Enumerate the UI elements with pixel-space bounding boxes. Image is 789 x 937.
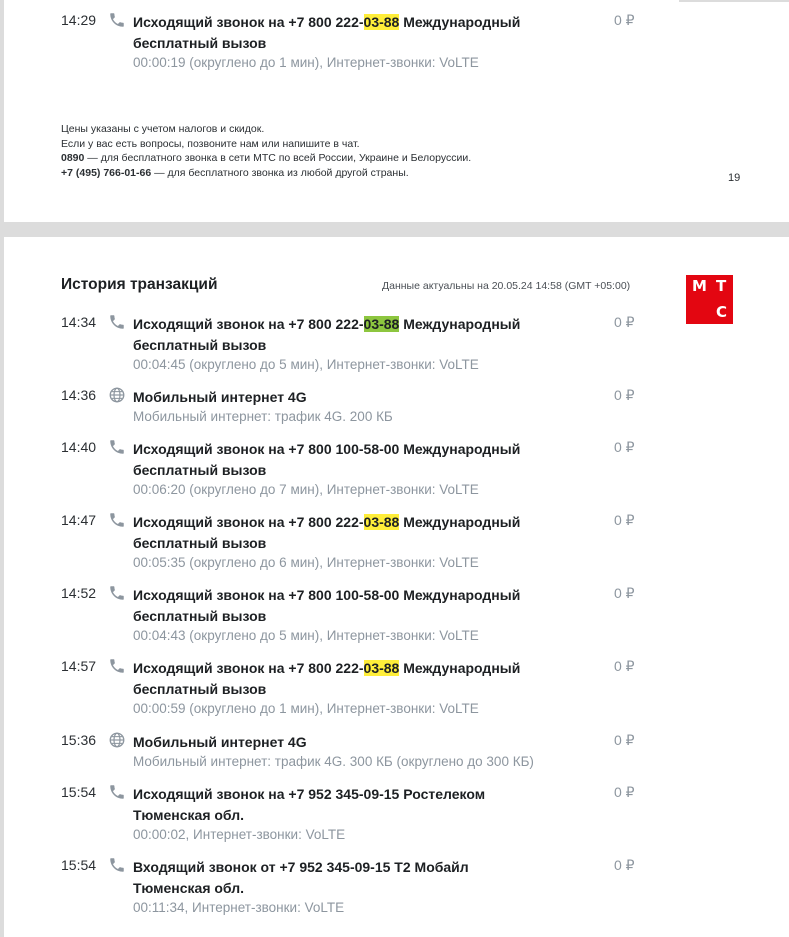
- logo-letter: Т: [716, 277, 727, 295]
- mts-logo: [686, 275, 733, 324]
- globe-icon: [108, 731, 126, 749]
- transaction-title: Исходящий звонок на +7 800 100-58-00 Международный бесплатный вызов: [133, 587, 521, 624]
- transaction-time: 14:47: [61, 512, 97, 528]
- transaction-detail: Мобильный интернет: трафик 4G. 300 КБ (округлено до 300 КБ): [133, 754, 534, 769]
- transaction-detail: 00:00:02, Интернет-звонки: VoLTE: [133, 827, 346, 842]
- transaction-amount: 0 ₽: [614, 314, 635, 330]
- phone-icon: [108, 511, 126, 529]
- transaction-title: Исходящий звонок на +7 800 222-03-88 Международный бесплатный вызов: [133, 316, 521, 353]
- note-phone-intl: +7 (495) 766-01-66 — для бесплатного звонка из любой другой страны.: [61, 166, 409, 179]
- page-tab-edge: [679, 0, 789, 2]
- note-questions: Если у вас есть вопросы, позвоните нам или напишите в чат.: [61, 137, 360, 150]
- transaction-time: 14:29: [61, 12, 97, 28]
- transaction-title: Исходящий звонок на +7 952 345-09-15 Ростелеком Тюменская обл.: [133, 786, 486, 823]
- globe-icon: [108, 386, 126, 404]
- statement-page-19: [4, 0, 789, 222]
- phone-icon: [108, 584, 126, 602]
- transaction-time: 15:36: [61, 732, 97, 748]
- transaction-time: 14:36: [61, 387, 97, 403]
- transaction-amount: 0 ₽: [614, 857, 635, 873]
- transaction-amount: 0 ₽: [614, 439, 635, 455]
- statement-page-20: [4, 237, 789, 937]
- phone-icon: [108, 783, 126, 801]
- phone-full[interactable]: +7 (495) 766-01-66: [61, 166, 152, 179]
- phone-short[interactable]: 0890: [61, 152, 85, 165]
- transaction-amount: 0 ₽: [614, 387, 635, 403]
- highlight-mark: 03-88: [363, 660, 400, 676]
- transaction-detail: Мобильный интернет: трафик 4G. 200 КБ: [133, 409, 393, 424]
- phone-icon: [108, 313, 126, 331]
- transaction-detail: 00:00:19 (округлено до 1 мин), Интернет-звонки: VoLTE: [133, 55, 479, 70]
- transaction-detail: 00:04:43 (округлено до 5 мин), Интернет-звонки: VoLTE: [133, 628, 479, 643]
- transaction-amount: 0 ₽: [614, 732, 635, 748]
- transaction-detail: 00:04:45 (округлено до 5 мин), Интернет-звонки: VoLTE: [133, 357, 479, 372]
- logo-letter: М: [692, 277, 707, 295]
- highlight-mark: 03-88: [363, 14, 400, 30]
- note-phone-mts: 0890 — для бесплатного звонка в сети МТС по всей России, Украине и Белоруссии.: [61, 152, 472, 165]
- transaction-amount: 0 ₽: [614, 512, 635, 528]
- transaction-time: 14:40: [61, 439, 97, 455]
- transaction-amount: 0 ₽: [614, 658, 635, 674]
- transaction-time: 15:54: [61, 857, 97, 873]
- transaction-time: 14:52: [61, 585, 97, 601]
- logo-letter: С: [716, 303, 728, 321]
- note-prices: Цены указаны с учетом налогов и скидок.: [61, 123, 265, 135]
- highlight-mark: 03-88: [363, 316, 400, 332]
- transaction-time: 14:57: [61, 658, 97, 674]
- transaction-title: Исходящий звонок на +7 800 100-58-00 Международный бесплатный вызов: [133, 441, 521, 478]
- phone-icon: [108, 856, 126, 874]
- phone-icon: [108, 438, 126, 456]
- transaction-time: 14:34: [61, 314, 97, 330]
- transaction-amount: 0 ₽: [614, 784, 635, 800]
- transaction-amount: 0 ₽: [614, 585, 635, 601]
- page-number: 19: [728, 172, 741, 184]
- transaction-detail: 00:06:20 (округлено до 7 мин), Интернет-звонки: VoLTE: [133, 482, 479, 497]
- transaction-detail: 00:11:34, Интернет-звонки: VoLTE: [133, 900, 345, 915]
- section-title: История транзакций: [61, 276, 218, 293]
- phone-icon: [108, 657, 126, 675]
- transaction-time: 15:54: [61, 784, 97, 800]
- transaction-title: Мобильный интернет 4G: [133, 389, 307, 405]
- transaction-title: Исходящий звонок на +7 800 222-03-88 Международный бесплатный вызов: [133, 14, 521, 51]
- data-timestamp: Данные актуальны на 20.05.24 14:58 (GMT +05:00): [382, 280, 631, 292]
- transaction-title: Исходящий звонок на +7 800 222-03-88 Международный бесплатный вызов: [133, 514, 521, 551]
- transaction-amount: 0 ₽: [614, 12, 635, 28]
- transaction-title: Исходящий звонок на +7 800 222-03-88 Международный бесплатный вызов: [133, 660, 521, 697]
- transaction-detail: 00:00:59 (округлено до 1 мин), Интернет-звонки: VoLTE: [133, 701, 479, 716]
- highlight-mark: 03-88: [363, 514, 400, 530]
- phone-icon: [108, 11, 126, 29]
- transaction-title: Входящий звонок от +7 952 345-09-15 Т2 Мобайл Тюменская обл.: [133, 859, 469, 896]
- transaction-title: Мобильный интернет 4G: [133, 734, 307, 750]
- transaction-detail: 00:05:35 (округлено до 6 мин), Интернет-звонки: VoLTE: [133, 555, 479, 570]
- footer-notes: [61, 122, 471, 180]
